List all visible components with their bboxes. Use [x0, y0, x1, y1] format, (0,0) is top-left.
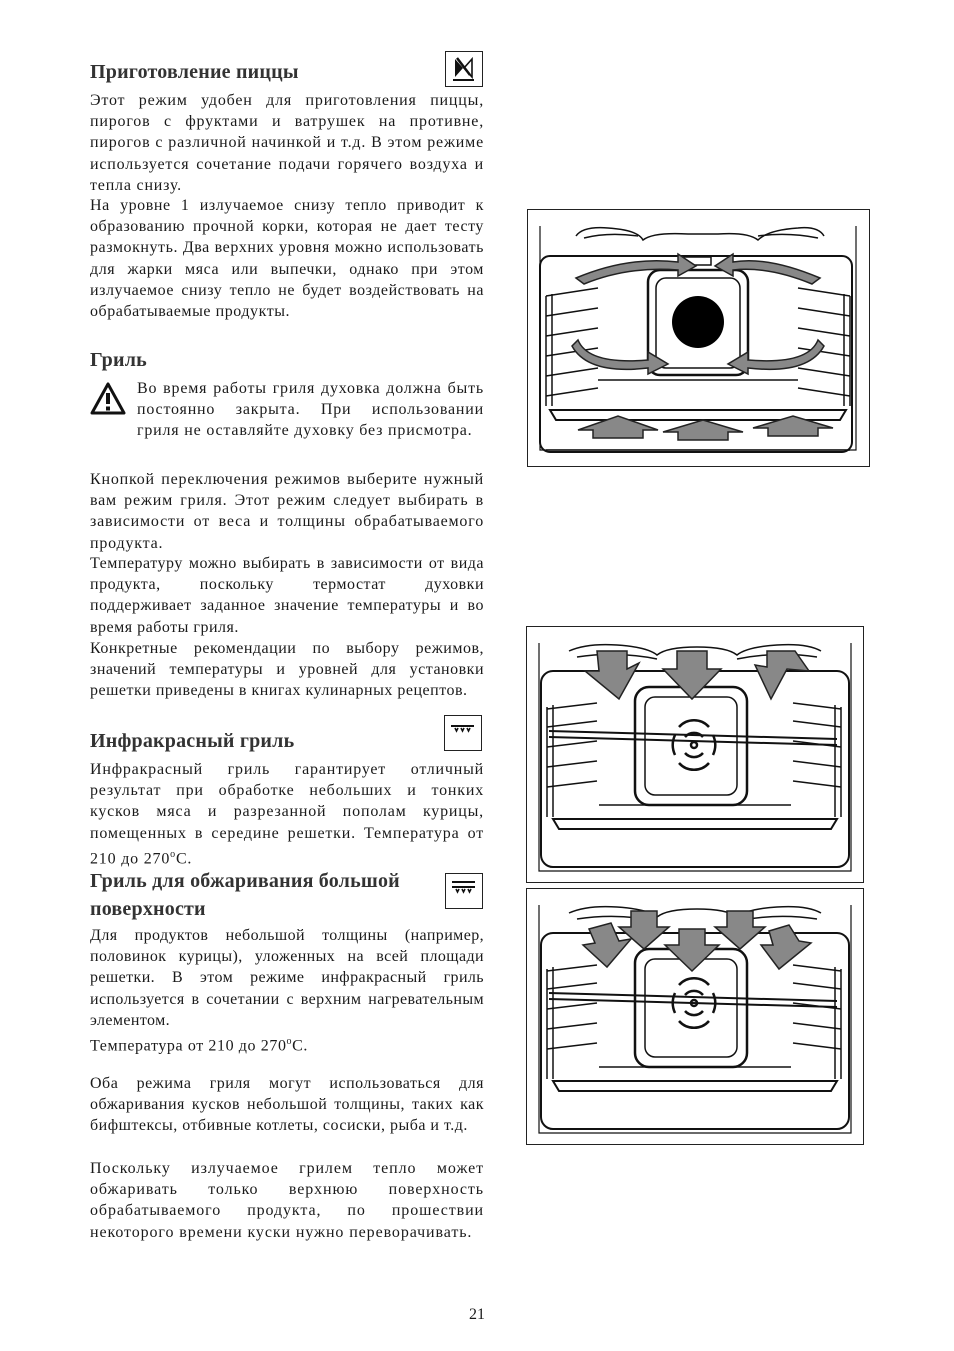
oven-fan-bottom-heat-diagram: [527, 209, 870, 467]
infrared-grill-icon: [444, 715, 482, 751]
large-grill-paragraph-3: Поскольку излучаемое грилем тепло может обжаривать только верхнюю поверхность обрабатываемого продукта, по прошествии некоторого времени куски нужно переворачивать.: [90, 1160, 484, 1241]
pizza-paragraph-2: На уровне 1 излучаемое снизу тепло приводит к образованию прочной корки, которая не дает тесту размокнуть. Два верхних уровня можно использовать для жарки мяса или выпечки, однако при этом излучаемое снизу тепло не будет воздействовать на обрабатываемые продукты.: [90, 197, 484, 321]
oven-large-grill-diagram: [526, 888, 864, 1145]
page-number: 21: [469, 1306, 485, 1323]
infrared-text: Инфракрасный гриль гарантирует отличный результат при обработке небольших и тонких кусков мяса и разрезанной пополам курицы, помещенных в середине решетки. Температура от 210 до 270: [90, 761, 484, 868]
temperature-text: Температура от 210 до 270: [90, 1037, 287, 1055]
large-grill-temperature: [90, 1031, 484, 1057]
grill-paragraph-3: Конкретные рекомендации по выбору режимов, значений температуры и уровней для установки решетки приведены в книгах кулинарных рецептов.: [90, 640, 484, 700]
celsius-unit: C.: [292, 1037, 309, 1055]
large-grill-heading-line-2: поверхности: [90, 898, 206, 920]
grill-paragraph-2: Температуру можно выбирать в зависимости от вида продукта, поскольку термостат духовки поддерживает заданное значение температуры и во время работы гриля.: [90, 555, 484, 636]
oven-infrared-grill-diagram: [526, 626, 864, 883]
pizza-paragraph-1: Этот режим удобен для приготовления пиццы, пирогов с фруктами и ватрушек на противне, пирогов с различной начинкой и т.д. В этом режиме используется сочетание подачи горячего воздуха и тепла снизу.: [90, 92, 484, 194]
large-surface-grill-icon: [445, 873, 483, 909]
large-grill-paragraph-1: Для продуктов небольшой толщины (например, половинок курицы), уложенных на всей площади решетки. В этом режиме инфракрасный гриль используется в сочетании с верхним нагревательным элементом.: [90, 927, 484, 1029]
large-grill-heading-line-1: Гриль для обжаривания большой: [90, 870, 400, 892]
infrared-heading: Инфракрасный гриль: [90, 730, 295, 752]
grill-warning-text: Во время работы гриля духовка должна быть постоянно закрыта. При использовании гриля не оставляйте духовку без присмотра.: [137, 380, 484, 440]
grill-paragraph-1: Кнопкой переключения режимов выберите нужный вам режим гриля. Этот режим следует выбирать в зависимости от веса и толщины обрабатываемого продукта.: [90, 471, 484, 552]
grill-heading: Гриль: [90, 349, 147, 371]
pizza-heading: Приготовление пиццы: [90, 61, 299, 83]
infrared-paragraph: [90, 759, 484, 869]
warning-triangle-icon: [90, 382, 126, 416]
large-grill-paragraph-2: Оба режима гриля могут использоваться для обжаривания кусков небольшой толщины, таких как бифштексы, отбивные котлеты, сосиски, рыба и т.д.: [90, 1075, 484, 1135]
celsius-unit: C.: [175, 850, 193, 868]
fan-with-bottom-heat-icon: [445, 51, 483, 87]
degree-mark: o: [286, 1036, 293, 1047]
degree-mark: o: [170, 848, 176, 860]
